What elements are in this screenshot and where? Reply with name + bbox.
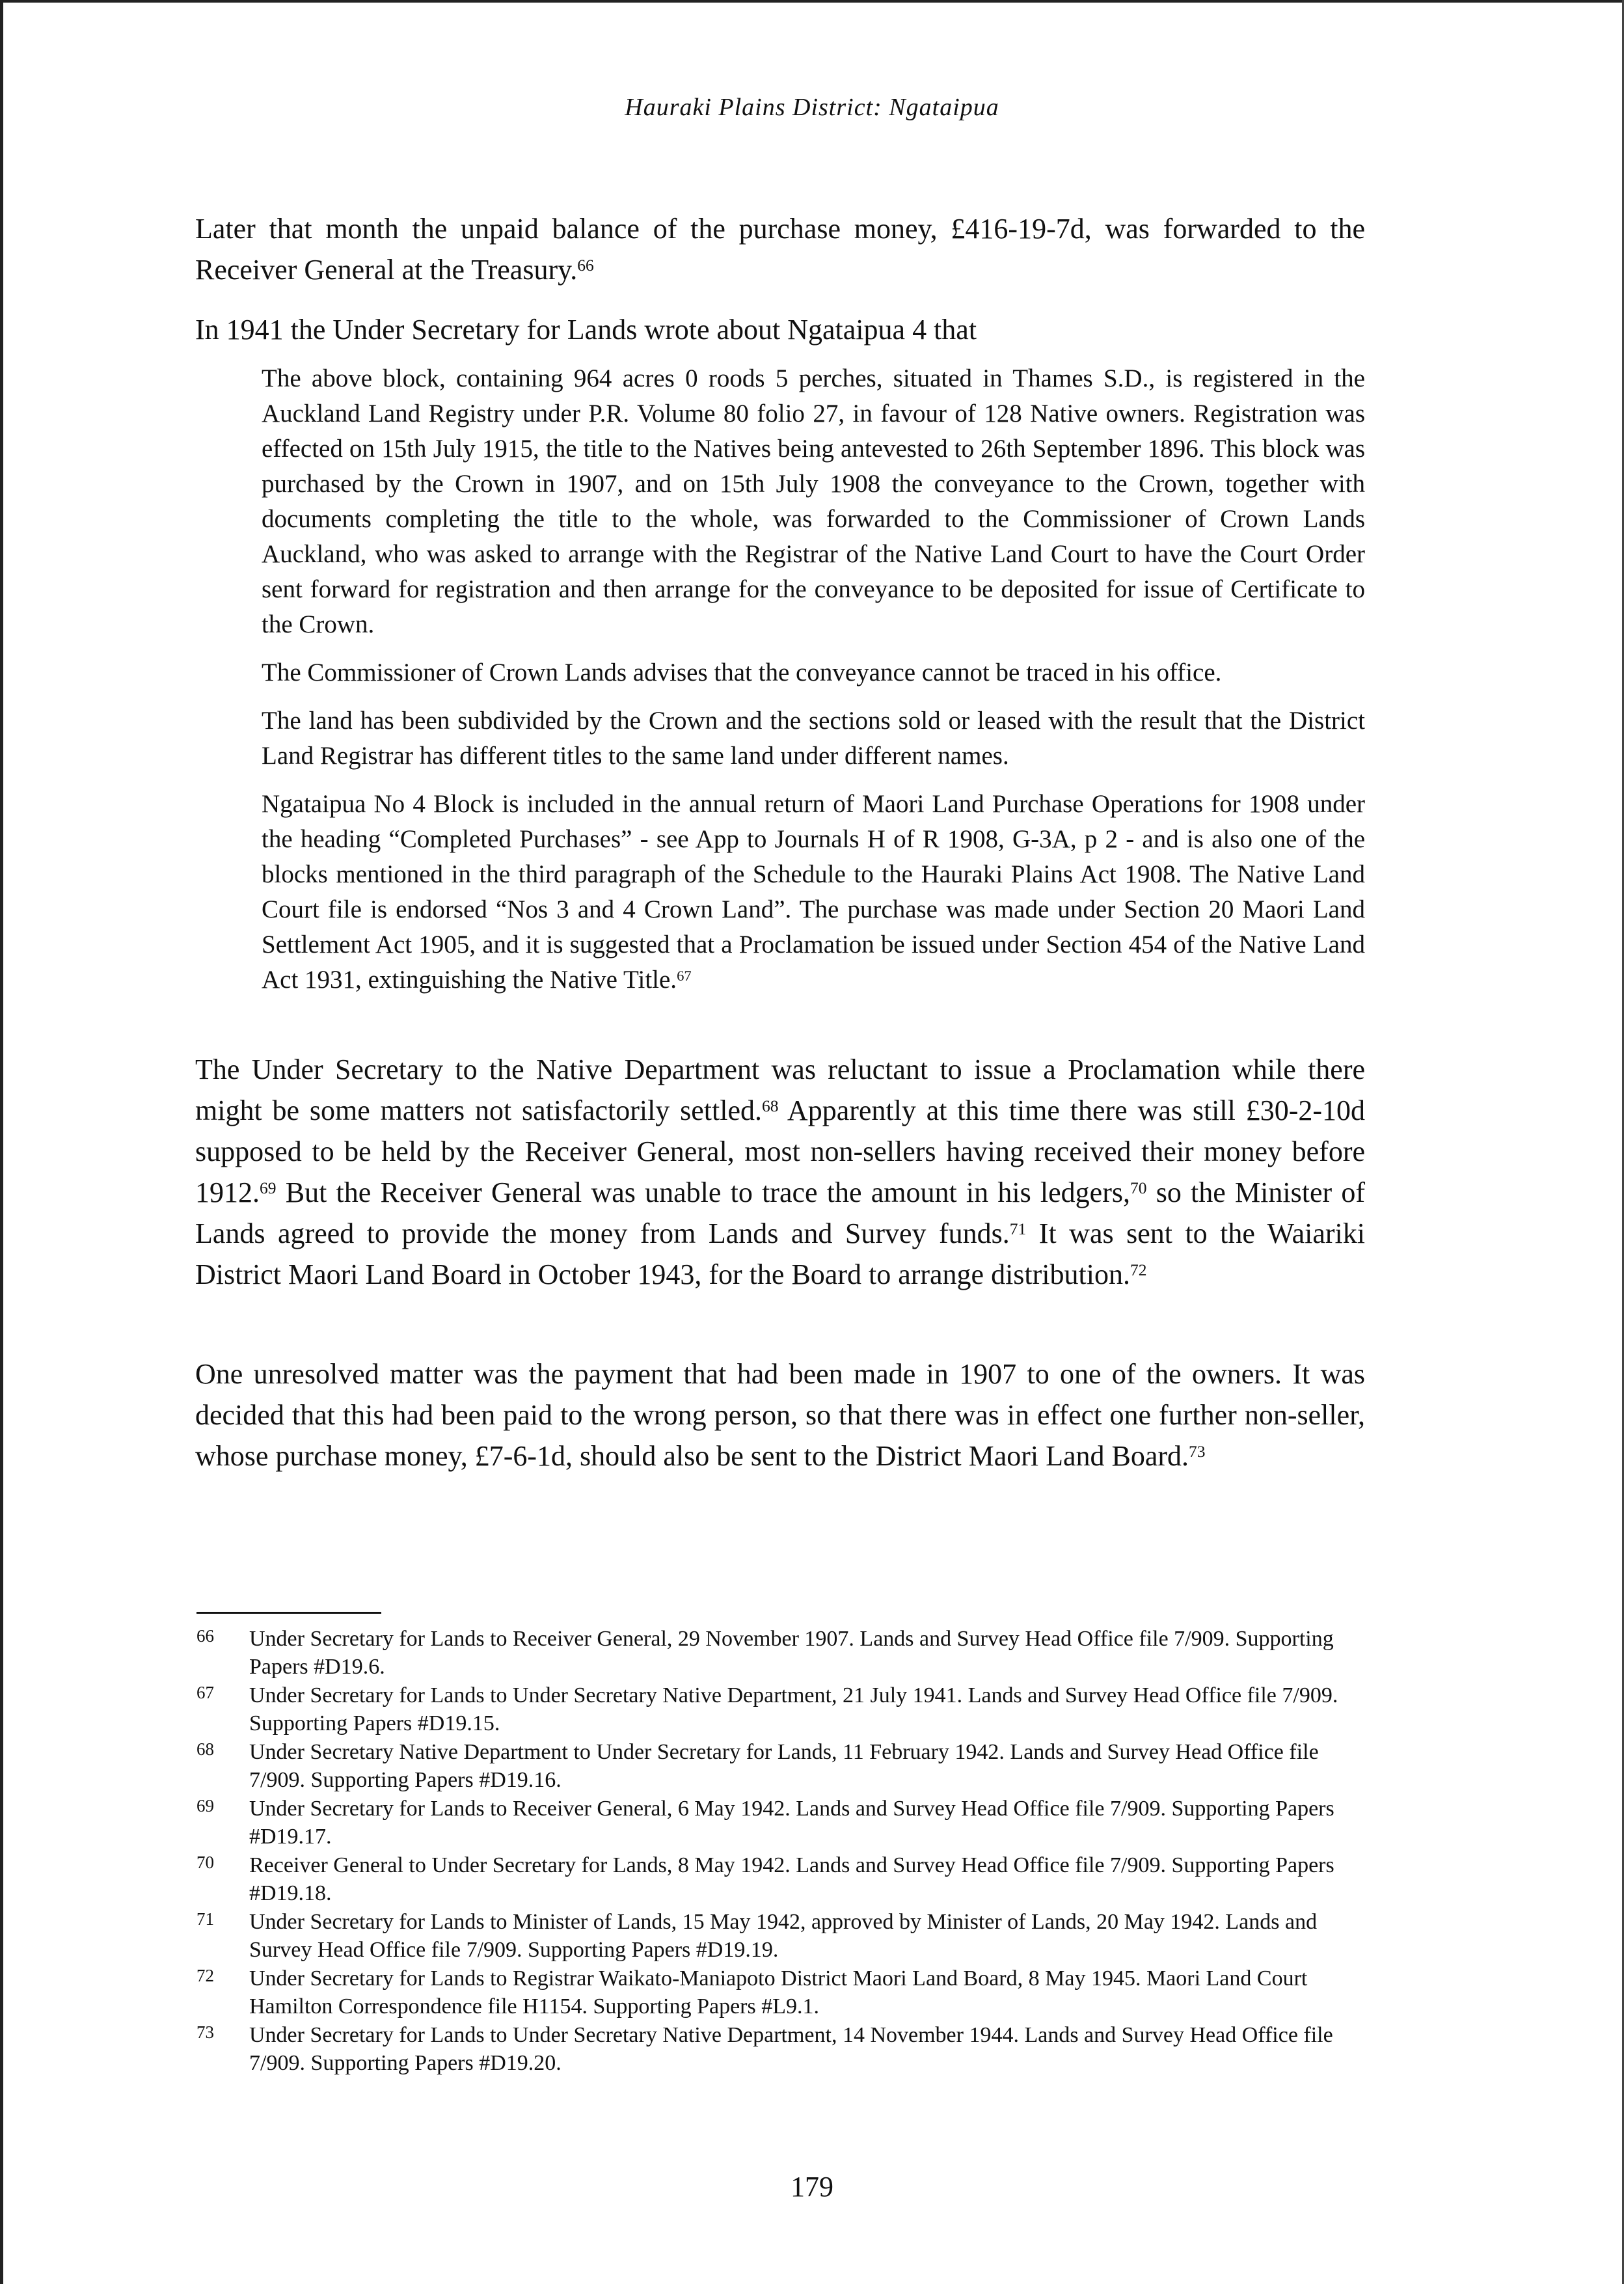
body-paragraph-3: [195, 1049, 1365, 1295]
footnote-71: [195, 1908, 1366, 1964]
running-head: Hauraki Plains District: Ngataipua: [625, 94, 999, 121]
quote-paragraph-1: The above block, containing 964 acres 0 roods 5 perches, situated in Thames S.D., is registered in the Auckland Land Registry under P.R. Volume 80 folio 27, in favour of 128 Native owners. Registration was effected on 15th July 1915, the title to the Natives being antevested to 26th September 1896. This block was purchased by the Crown in 1907, and on 15th July 1908 the conveyance to the Crown, together with documents completing the title to the whole, was forwarded to the Commissioner of Crown Lands Auckland, who was asked to arrange with the Registrar of the Native Land Court to have the Court Order sent forward for registration and then arrange for the conveyance to be deposited for issue of Certificate to the Crown.: [262, 364, 1365, 638]
footnote-number: 72: [196, 1966, 214, 1985]
footnote-text: Under Secretary Native Department to Under Secretary for Lands, 11 February 1942. Lands and Survey Head Office file 7/909. Supporting Papers #D19.16.: [249, 1740, 1319, 1792]
scan-edge-top: [0, 0, 1624, 3]
footnote-ref: 67: [677, 967, 692, 984]
footnote-ref: 69: [260, 1178, 277, 1198]
quote-paragraph-3: The land has been subdivided by the Crown and the sections sold or leased with the result that the District Land Registrar has different titles to the same land under different names.: [262, 707, 1365, 770]
sentence-3: But the Receiver General was unable to trace the amount in his ledgers,: [276, 1176, 1130, 1208]
footnote-number: 68: [196, 1739, 214, 1759]
footnote-text: Under Secretary for Lands to Registrar Waikato-Maniapoto District Maori Land Board, 8 May 1945. Maori Land Court Hamilton Correspondence file H1154. Supporting Papers #L9.1.: [249, 1966, 1308, 2019]
block-quote: [262, 361, 1365, 1011]
footnote-ref: 73: [1189, 1442, 1206, 1461]
footnote-72: [195, 1965, 1366, 2020]
footnote-text: Under Secretary for Lands to Receiver General, 29 November 1907. Lands and Survey Head Office file 7/909. Supporting Papers #D19.6.: [249, 1627, 1334, 1679]
body-paragraph-4: [195, 1353, 1365, 1476]
paragraph-text: Later that month the unpaid balance of the purchase money, £416-19-7d, was forwarded to the Receiver General at the Treasury.: [195, 213, 1365, 286]
footnote-67: [195, 1681, 1366, 1737]
footnote-69: [195, 1795, 1366, 1851]
body-paragraph-1: [195, 208, 1365, 290]
footnote-ref: 68: [762, 1096, 779, 1116]
quote-paragraph-4: [262, 787, 1365, 998]
footnote-text: Receiver General to Under Secretary for Lands, 8 May 1942. Lands and Survey Head Office file 7/909. Supporting Papers #D19.18.: [249, 1853, 1334, 1905]
scan-edge-left: [0, 0, 3, 2284]
footnote-divider: [196, 1612, 381, 1614]
body-paragraph-2: [195, 309, 1365, 350]
footnote-text: Under Secretary for Lands to Minister of Lands, 15 May 1942, approved by Minister of Lands, 20 May 1942. Lands and Survey Head Office file 7/909. Supporting Papers #D19.19.: [249, 1910, 1318, 1962]
sentence-2: Apparently at this time there was still £30-2-10d supposed to be held by the Receiver General, most non-sellers having received their money before 1912.: [195, 1094, 1365, 1208]
footnote-number: 66: [196, 1626, 214, 1646]
footnotes: [195, 1625, 1366, 2078]
footnote-70: [195, 1851, 1366, 1907]
footnote-number: 67: [196, 1683, 214, 1702]
footnote-68: [195, 1738, 1366, 1794]
footnote-number: 69: [196, 1796, 214, 1815]
footnote-text: Under Secretary for Lands to Receiver General, 6 May 1942. Lands and Survey Head Office file 7/909. Supporting Papers #D19.17.: [249, 1797, 1334, 1849]
sentence-4: so the Minister of Lands agreed to provide the money from Lands and Survey funds.: [195, 1176, 1365, 1249]
footnote-73: [195, 2021, 1366, 2077]
quote-text: Ngataipua No 4 Block is included in the annual return of Maori Land Purchase Operations for 1908 under the heading “Completed Purchases” - see App to Journals H of R 1908, G-3A, p 2 - and is also one of the blocks mentioned in the third paragraph of the Schedule to the Hauraki Plains Act 1908. The Native Land Court file is endorsed “Nos 3 and 4 Crown Land”. The purchase was made under Section 20 Maori Land Settlement Act 1905, and it is suggested that a Proclamation be issued under Section 454 of the Native Land Act 1931, extinguishing the Native Title.: [262, 790, 1365, 994]
footnote-number: 70: [196, 1853, 214, 1872]
footnote-ref: 70: [1130, 1178, 1147, 1198]
footnote-ref: 71: [1009, 1219, 1027, 1239]
quote-paragraph-2: The Commissioner of Crown Lands advises that the conveyance cannot be traced in his office.: [262, 659, 1222, 687]
paragraph-text: In 1941 the Under Secretary for Lands wrote about Ngataipua 4 that: [195, 314, 977, 346]
sentence-5: It was sent to the Waiariki District Maori Land Board in October 1943, for the Board to arrange distribution.: [195, 1217, 1365, 1290]
footnote-ref: 72: [1130, 1260, 1147, 1280]
footnote-ref: 66: [577, 256, 594, 275]
footnote-66: [195, 1625, 1366, 1681]
paragraph-text: One unresolved matter was the payment that had been made in 1907 to one of the owners. It was decided that this had been paid to the wrong person, so that there was in effect one further non-seller, whose purchase money, £7-6-1d, should also be sent to the District Maori Land Board.: [195, 1358, 1365, 1472]
footnote-number: 71: [196, 1909, 214, 1929]
footnote-text: Under Secretary for Lands to Under Secretary Native Department, 14 November 1944. Lands and Survey Head Office file 7/909. Supporting Papers #D19.20.: [249, 2023, 1333, 2075]
footnote-text: Under Secretary for Lands to Under Secretary Native Department, 21 July 1941. Lands and Survey Head Office file 7/909. Supporting Papers #D19.15.: [249, 1683, 1338, 1735]
footnote-number: 73: [196, 2022, 214, 2042]
sentence-1: The Under Secretary to the Native Department was reluctant to issue a Proclamation while there might be some matters not satisfactorily settled.: [195, 1054, 1365, 1126]
page-number: 179: [791, 2171, 833, 2203]
